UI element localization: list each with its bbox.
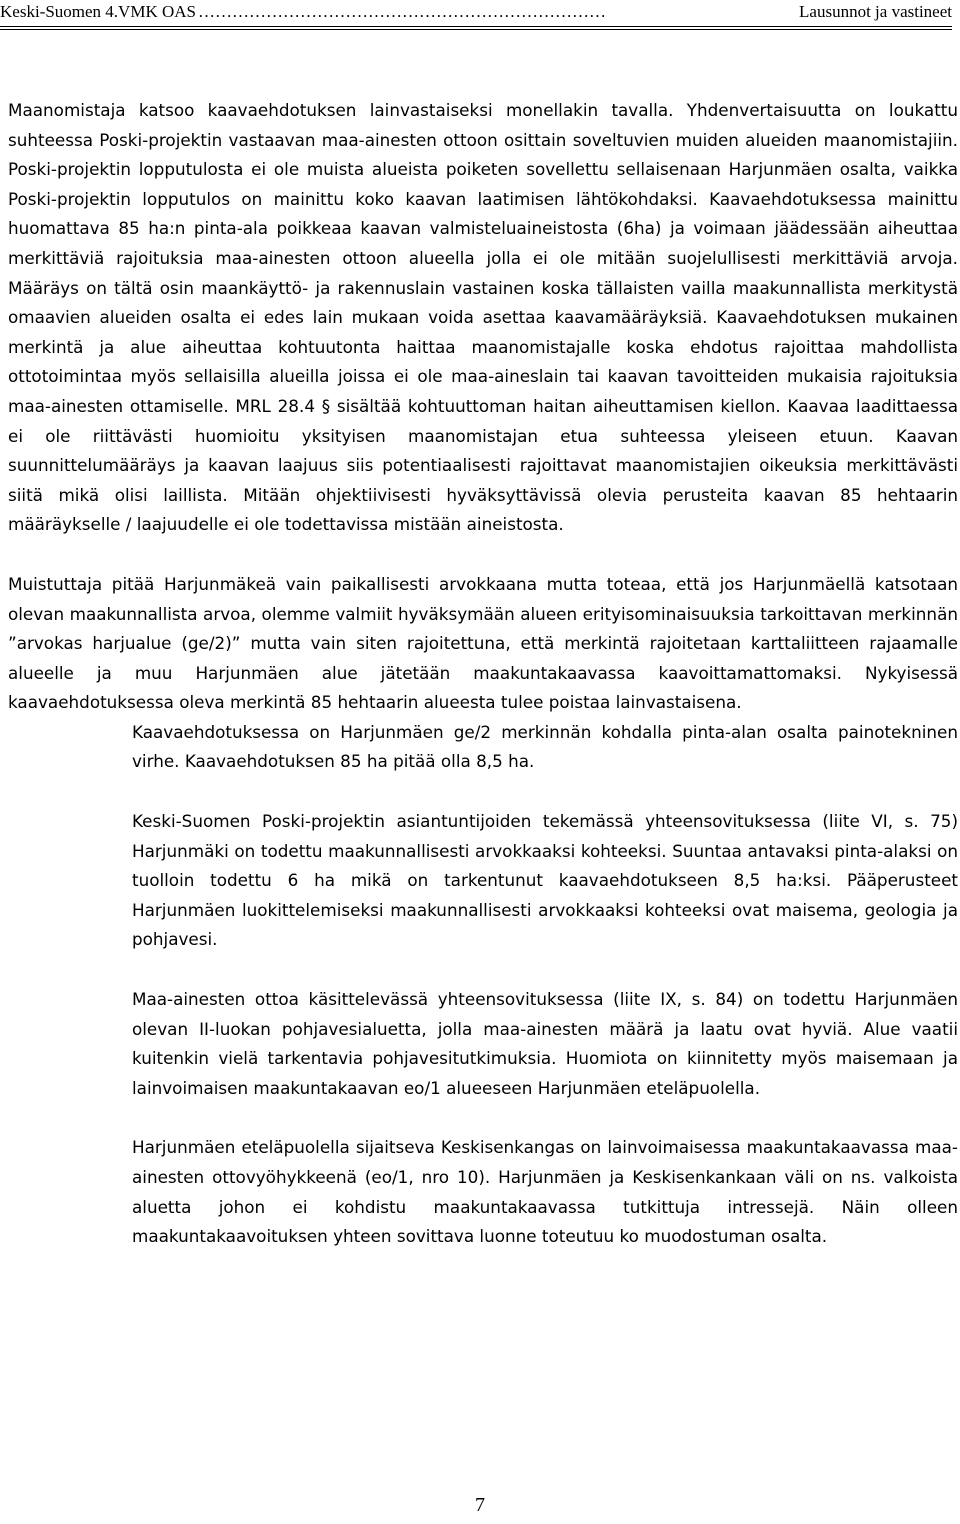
- header-document-title: Keski-Suomen 4.VMK OAS: [0, 2, 196, 21]
- response-paragraph-2: Keski-Suomen Poski-projektin asiantuntijoiden tekemässä yhteensovituksessa (liite VI, s. 75) Harjunmäki on todettu maakunnallisesti arvokkaaksi kohteeksi. Suuntaa antavaksi pinta-alaksi on tuolloin todettu 6 ha mikä on tarkentunut kaavaehdotukseen 8,5 ha:ksi. Pääperusteet Harjunmäen luokittelemiseksi maakunnallisesti arvokkaaksi kohteeksi ovat maisema, geologia ja pohjavesi.: [132, 811, 958, 950]
- header-rule-thin: [0, 29, 952, 30]
- header-rule: [0, 26, 952, 27]
- objection-paragraph: Maanomistaja katsoo kaavaehdotuksen lainvastaiseksi monellakin tavalla. Yhdenvertaisuutta on loukattu suhteessa Poski-projektin vastaavan maa-ainesten ottoon osittain soveltuvien muiden alueiden maanomistajiin. Poski-projektin lopputulosta ei ole muista alueista poiketen sovellettu sellaisenaan Harjunmäen osalta, vaikka Poski-projektin lopputulos on mainittu koko kaavan laatimisen lähtökohdaksi. Kaavaehdotuksessa mainittu huomattava 85 ha:n pinta-ala poikkeaa kaavan valmisteluaineistosta (6ha) ja voimaan jäädessään aiheuttaa merkittäviä rajoituksia maa-ainesten ottoon alueella jolla ei ole mitään suojelullisesti merkittäviä arvoja. Määräys on tältä osin maankäyttö- ja rakennuslain vastainen koska tällaisten vailla maakunnallista merkitystä omaavien alueiden osalta ei edes lain mukaan voida asettaa kaavamääräyksiä. Kaavaehdotuksen mukainen merkintä ja alue aiheuttaa kohtuutonta haittaa maanomistajalle koska ehdotus rajoittaa mahdollista ottotoimintaa myös sellaisilla alueilla joissa ei ole maa-aineslain tai kaavan tavoitteiden mukaisia rajoituksia maa-ainesten ottamiselle. MRL 28.4 § sisältää kohtuuttoman haitan aiheuttamisen kiellon. Kaavaa laadittaessa ei ole riittävästi huomioitu yksityisen maanomistajan etua suhteessa yleiseen etuun. Kaavan suunnittelumääräys ja kaavan laajuus siis potentiaalisesti rajoittavat maanomistajien oikeuksia merkittävästi siitä mikä olisi laillista. Mitään ohjektiivisesti hyväksyttävissä olevia perusteita kaavan 85 hehtaarin määräykselle / laajuudelle ei ole todettavissa mistään aineistosta.: [8, 100, 958, 535]
- document-body: [8, 96, 958, 1252]
- page-number: 7: [475, 1494, 485, 1516]
- header-section-title: Lausunnot ja vastineet: [799, 2, 952, 21]
- page-header: [0, 0, 952, 26]
- header-leader-dots: ………………………………………………………………: [197, 2, 606, 21]
- response-paragraph-3: Maa-ainesten ottoa käsittelevässä yhteensovituksessa (liite IX, s. 84) on todettu Harjunmäen olevan II-luokan pohjavesialuetta, jolla maa-ainesten määrä ja laatu ovat hyviä. Alue vaatii kuitenkin vielä tarkentavia pohjavesitutkimuksia. Huomiota on kiinnitetty myös maisemaan ja lainvoimaisen maakuntakaavan eo/1 alueeseen Harjunmäen eteläpuolella.: [132, 989, 958, 1098]
- response-paragraph-1: Kaavaehdotuksessa on Harjunmäen ge/2 merkinnän kohdalla pinta-alan osalta painotekninen virhe. Kaavaehdotuksen 85 ha pitää olla 8,5 ha.: [132, 721, 958, 772]
- response-paragraph-4: Harjunmäen eteläpuolella sijaitseva Keskisenkangas on lainvoimaisessa maakuntakaavassa maa-ainesten ottovyöhykkeenä (eo/1, nro 10). Harjunmäen ja Keskisenkankaan väli on ns. valkoista aluetta johon ei kohdistu maakuntakaavassa tutkittuja intressejä. Näin olleen maakuntakaavoituksen yhteen sovittava luonne toteutuu ko muodostuman osalta.: [132, 1137, 958, 1247]
- objection-paragraph-2: Muistuttaja pitää Harjunmäkeä vain paikallisesti arvokkaana mutta toteaa, että jos Harjunmäellä katsotaan olevan maakunnallista arvoa, olemme valmiit hyväksymään alueen erityisominaisuuksia tarkoittavan merkinnän ”arvokas harjualue (ge/2)” mutta vain siten rajoitettuna, että merkintä rajoitetaan karttaliitteen rajaamalle alueelle ja muu Harjunmäen alue jätetään maakuntakaavassa kaavoittamattomaksi. Nykyisessä kaavaehdotuksessa oleva merkintä 85 hehtaarin alueesta tulee poistaa lainvastaisena.: [8, 573, 958, 713]
